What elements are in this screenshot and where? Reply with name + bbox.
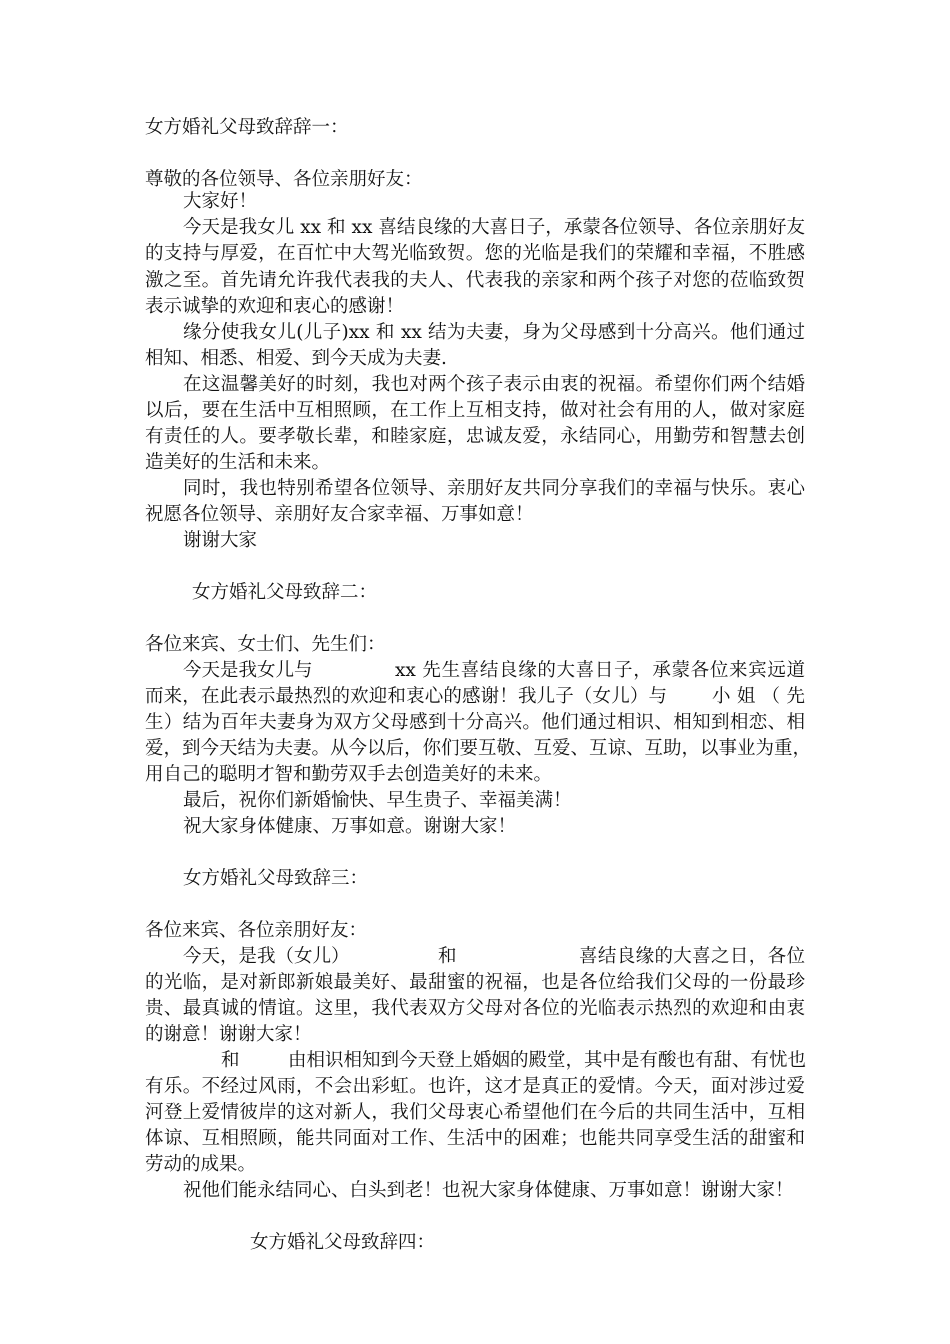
paragraph-line: 喜结良缘的大喜之日，各位 <box>579 946 805 967</box>
section-1-salutation: 尊敬的各位领导、各位亲朋好友： <box>145 169 423 190</box>
paragraph-line: 爱，到今天结为夫妻。从今以后，你们要互敬、互爱、互谅、互助，以事业为重， <box>145 738 812 759</box>
paragraph-line: 生）结为百年夫妻身为双方父母感到十分高兴。他们通过相识、相知到相恋、相 <box>145 712 805 733</box>
paragraph-line: 谢谢大家 <box>183 530 258 551</box>
paragraph-line: 造美好的生活和未来。 <box>145 452 331 473</box>
paragraph-line: 体谅、互相照顾，能共同面对工作、生活中的困难；也能共同享受生活的甜蜜和 <box>145 1128 805 1149</box>
section-2-salutation: 各位来宾、女士们、先生们： <box>145 634 386 655</box>
paragraph-line: 河登上爱情彼岸的这对新人，我们父母衷心希望他们在今后的共同生活中，互相 <box>145 1102 805 1123</box>
paragraph-line: 劳动的成果。 <box>145 1154 257 1175</box>
paragraph-line: 小姐（先 <box>712 686 805 707</box>
paragraph-line: 的光临，是对新郎新娘最美好、最甜蜜的祝福，也是各位给我们父母的一份最珍 <box>145 972 805 993</box>
paragraph-line: 大家好！ <box>183 191 258 212</box>
section-2-title: 女方婚礼父母致辞二： <box>192 582 378 603</box>
paragraph-line: 用自己的聪明才智和勤劳双手去创造美好的未来。 <box>145 764 553 785</box>
section-3-salutation: 各位来宾、各位亲朋好友： <box>145 920 368 941</box>
paragraph-line: 祝大家身体健康、万事如意。谢谢大家！ <box>183 816 517 837</box>
paragraph-line: 的谢意！谢谢大家！ <box>145 1024 312 1045</box>
paragraph-line: 今天是我女儿 xx 和 xx 喜结良缘的大喜日子，承蒙各位领导、各位亲朋好友 <box>183 217 805 238</box>
paragraph-line: 表示诚挚的欢迎和衷心的感谢！ <box>145 296 405 317</box>
paragraph-line: 以后，要在生活中互相照顾，在工作上互相支持，做对社会有用的人，做对家庭 <box>145 400 805 421</box>
paragraph-line: 今天，是我（女儿） <box>183 946 350 967</box>
section-1-title: 女方婚礼父母致辞辞一： <box>145 117 349 138</box>
section-3-title: 女方婚礼父母致辞三： <box>183 868 369 889</box>
paragraph-line: 有乐。不经过风雨，不会出彩虹。也许，这才是真正的爱情。今天，面对涉过爱 <box>145 1076 805 1097</box>
paragraph-line: 由相识相知到今天登上婚姻的殿堂，其中是有酸也有甜、有忧也 <box>288 1050 807 1071</box>
paragraph-line: 有责任的人。要孝敬长辈，和睦家庭，忠诚友爱，永结同心，用勤劳和智慧去创 <box>145 426 805 447</box>
paragraph-line: 的支持与厚爱，在百忙中大驾光临致贺。您的光临是我们的荣耀和幸福，不胜感 <box>145 243 805 264</box>
paragraph-line: 和 <box>221 1050 240 1071</box>
paragraph-line: xx 先生喜结良缘的大喜日子，承蒙各位来宾远道 <box>395 660 805 681</box>
paragraph-line: 贵、最真诚的情谊。这里，我代表双方父母对各位的光临表示热烈的欢迎和由衷 <box>145 998 805 1019</box>
paragraph-line: 同时，我也特别希望各位领导、亲朋好友共同分享我们的幸福与快乐。衷心 <box>183 478 805 499</box>
paragraph-line: 祝他们能永结同心、白头到老！也祝大家身体健康、万事如意！谢谢大家！ <box>183 1180 794 1201</box>
paragraph-line: 最后，祝你们新婚愉快、早生贵子、幸福美满！ <box>183 790 572 811</box>
paragraph-line: 而来，在此表示最热烈的欢迎和衷心的感谢！我儿子（女儿）与 <box>145 686 667 707</box>
paragraph-line: 祝愿各位领导、亲朋好友合家幸福、万事如意！ <box>145 504 534 525</box>
paragraph-line: 激之至。首先请允许我代表我的夫人、代表我的亲家和两个孩子对您的莅临致贺 <box>145 270 805 291</box>
paragraph-line: 相知、相悉、相爱、到今天成为夫妻. <box>145 348 447 369</box>
paragraph-line: 在这温馨美好的时刻，我也对两个孩子表示由衷的祝福。希望你们两个结婚 <box>183 374 805 395</box>
paragraph-line: 缘分使我女儿(儿子)xx 和 xx 结为夫妻，身为父母感到十分高兴。他们通过 <box>183 322 805 343</box>
paragraph-line: 今天是我女儿与 <box>183 660 313 681</box>
paragraph-line: 和 <box>438 946 457 967</box>
section-4-title: 女方婚礼父母致辞四： <box>250 1232 436 1253</box>
